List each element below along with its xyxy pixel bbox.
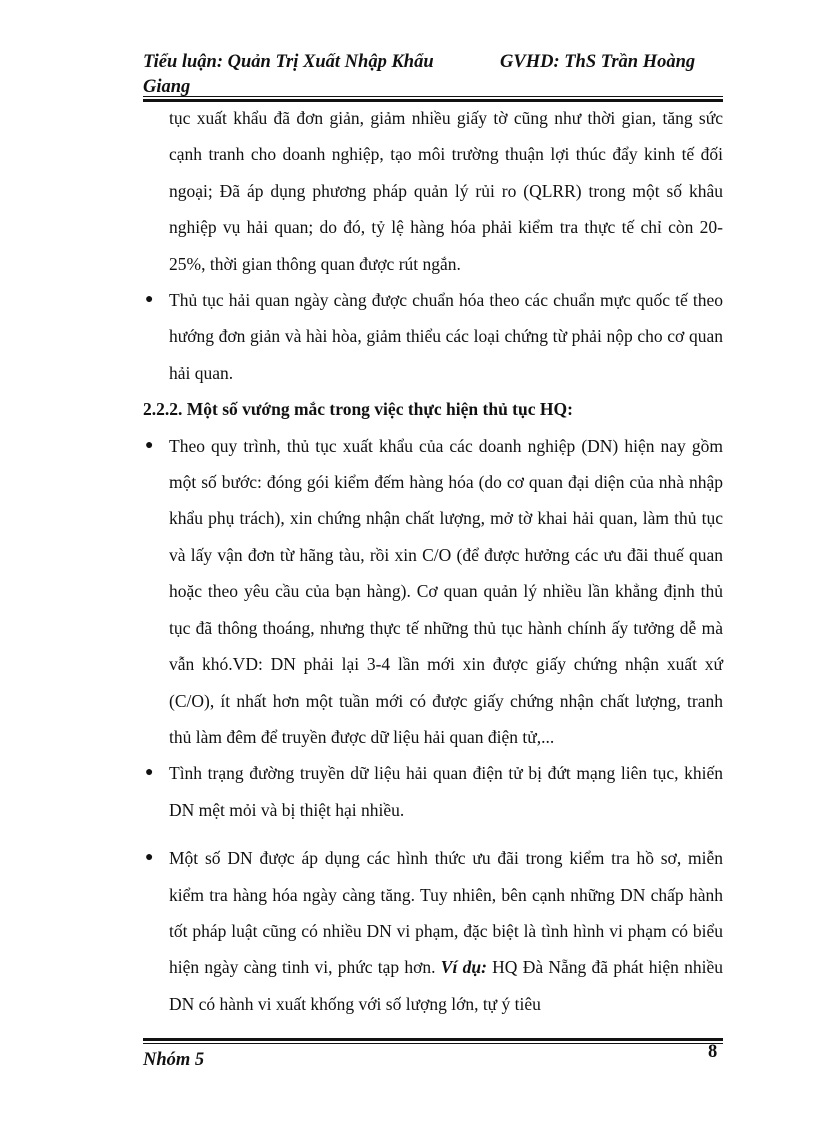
- bullet-text: Tình trạng đường truyền dữ liệu hải quan điện tử bị đứt mạng liên tục, khiến DN mệt mỏi và bị thiệt hại nhiều.: [169, 763, 723, 820]
- footer-group: Nhóm 5: [143, 1050, 205, 1070]
- continued-paragraph: tục xuất khẩu đã đơn giản, giảm nhiều giấy tờ cũng như thời gian, tăng sức cạnh tranh cho doanh nghiệp, tạo môi trường thuận lợi thúc đẩy kinh tế đối ngoại; Đã áp dụng phương pháp quản lý rủi ro (QLRR) trong một số khâu nghiệp vụ hải quan; do đó, tỷ lệ hàng hóa phải kiểm tra thực tế chỉ còn 20-25%, thời gian thông quan được rút ngắn.: [169, 108, 723, 274]
- bullet-text-part2: HQ Đà Nẵng đã phát hiện nhiều DN có hành vi xuất khống với số lượng lớn, tự ý tiêu: [169, 957, 723, 1014]
- bullet-text: Thủ tục hải quan ngày càng được chuẩn hóa theo các chuẩn mực quốc tế theo hướng đơn giản và hài hòa, giảm thiểu các loại chứng từ phải nộp cho cơ quan hải quan.: [169, 290, 723, 383]
- bullet-icon: ●: [145, 437, 154, 453]
- bullet-item: [143, 282, 723, 391]
- bullet-item: [143, 428, 723, 756]
- header-title: Tiểu luận: Quản Trị Xuất Nhập Khẩu Giang: [143, 52, 434, 97]
- section-heading: 2.2.2. Một số vướng mắc trong việc thực hiện thủ tục HQ:: [143, 399, 573, 420]
- bullet-text: [169, 848, 723, 1014]
- bullet-text-part1: Một số DN được áp dụng các hình thức ưu đãi trong kiểm tra hồ sơ, miễn kiểm tra hàng hóa ngày càng tăng. Tuy nhiên, bên cạnh những DN chấp hành tốt pháp luật cũng có nhiều DN vi phạm, đặc biệt là tình hình vi phạm có biểu hiện ngày càng tinh vi, phức tạp hơn.: [169, 848, 723, 978]
- footer-rule: [143, 1038, 723, 1044]
- bullet-item: [143, 755, 723, 828]
- bullet-item: [143, 840, 723, 1022]
- bullet-icon: ●: [145, 765, 154, 781]
- bullet-icon: ●: [145, 292, 154, 308]
- bullet-icon: ●: [145, 850, 154, 866]
- page-number: 8: [708, 1042, 718, 1062]
- example-label: Ví dụ:: [440, 957, 487, 978]
- header-instructor: GVHD: ThS Trần Hoàng: [500, 52, 696, 72]
- page-content: [143, 100, 723, 1022]
- bullet-text: Theo quy trình, thủ tục xuất khẩu của các doanh nghiệp (DN) hiện nay gồm một số bước: đóng gói kiểm đếm hàng hóa (do cơ quan đại diện của nhà nhập khẩu phụ trách), xin chứng nhận chất lượng, mở tờ khai hải quan, làm thủ tục và lấy vận đơn từ hãng tàu, rồi xin C/O (để được hưởng các ưu đãi thuế quan hoặc theo yêu cầu của bạn hàng). Cơ quan quản lý nhiều lần khẳng định thủ tục đã thông thoáng, nhưng thực tế những thủ tục hành chính ấy tưởng dễ mà vẫn khó.VD: DN phải lại 3-4 lần mới xin được giấy chứng nhận xuất xứ (C/O), ít nhất hơn một tuần mới có được giấy chứng nhận chất lượng, tranh thủ làm đêm để truyền được dữ liệu hải quan điện tử,...: [169, 435, 723, 747]
